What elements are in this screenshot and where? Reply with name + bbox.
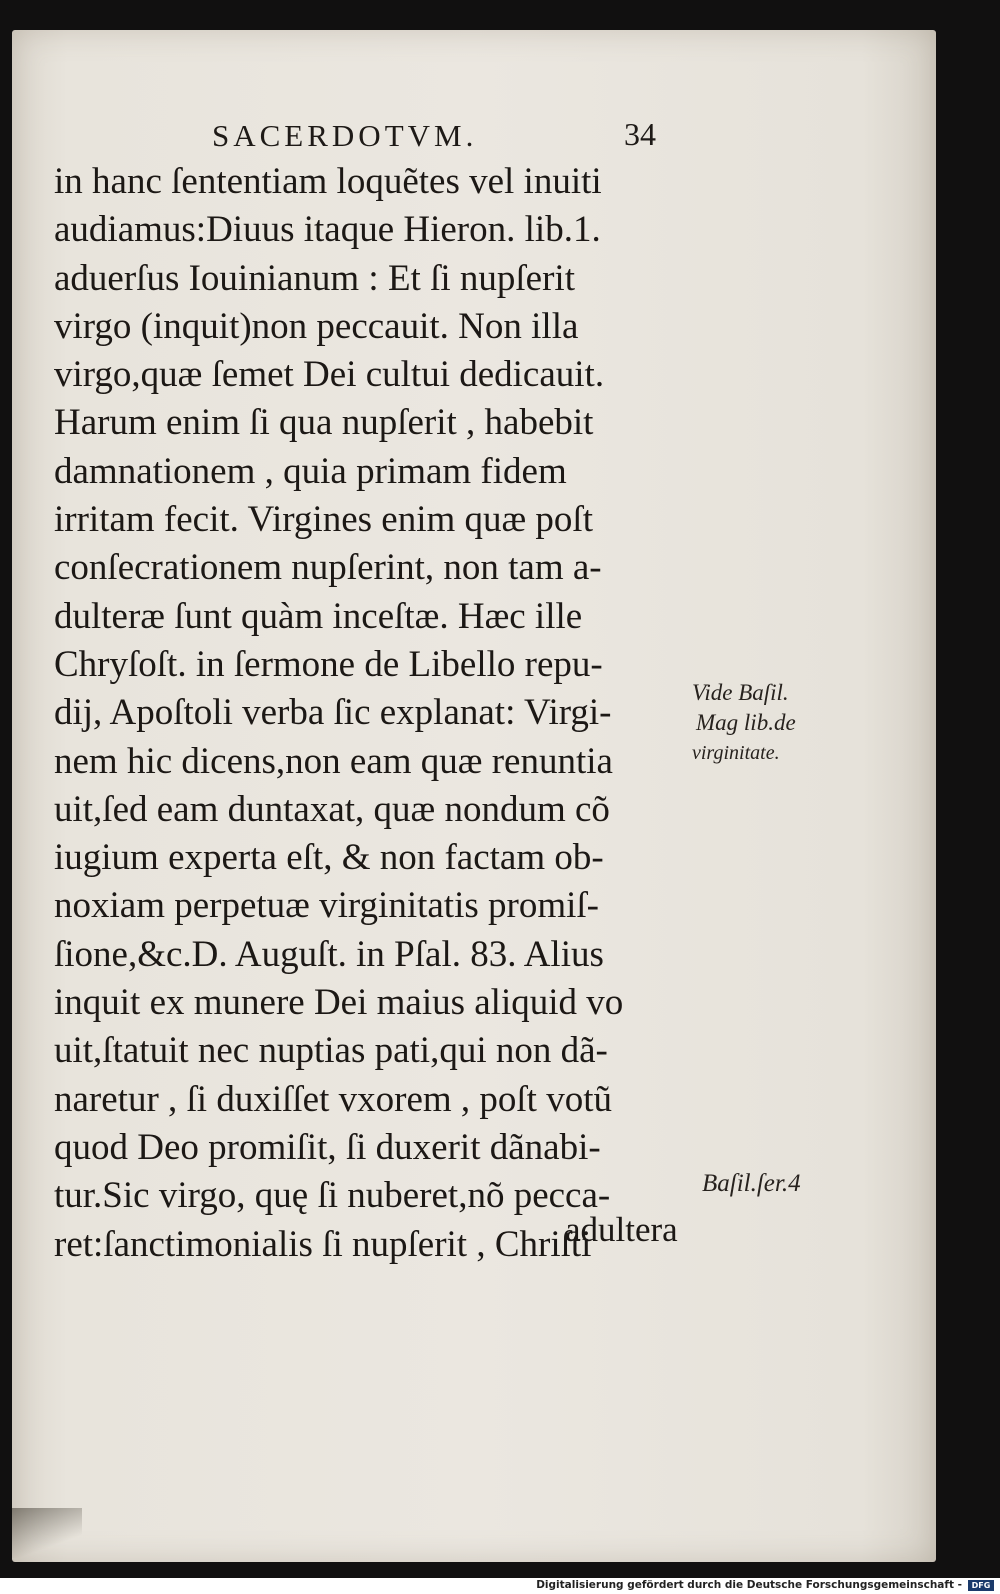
text-line: ret:ſanctimonialis ſi nupſerit , Chriſti (54, 1223, 592, 1265)
text-line: uit,ſtatuit nec nuptias pati,qui non dã- (54, 1030, 608, 1072)
catchword: adultera (565, 1210, 678, 1249)
text-line: naretur , ſi duxiſſet vxorem , poſt votũ (54, 1078, 612, 1120)
text-line: damnationem , quia primam fidem (54, 450, 567, 492)
text-line: inquit ex munere Dei maius aliquid vo (54, 982, 624, 1024)
margin-note-line: Vide Baſil. (692, 680, 789, 705)
text-line: tur.Sic virgo, quę ſi nuberet,nõ pecca- (54, 1175, 611, 1217)
footer-bar (0, 1578, 1000, 1594)
text-line: audiamus:Diuus itaque Hieron. lib.1. (54, 209, 601, 251)
text-line: nem hic dicens,non eam quæ renuntia (54, 740, 613, 782)
text-line: virgo,quæ ſemet Dei cultui dedicauit. (54, 354, 605, 396)
margin-note-line: virginitate. (692, 742, 780, 764)
text-line: noxiam perpetuæ virginitatis promiſ- (54, 885, 599, 927)
margin-note-line: Mag lib.de (696, 710, 796, 735)
body-text (54, 158, 704, 1269)
running-head: SACERDOTVM. (212, 118, 478, 153)
margin-note-basil-sermon (702, 1170, 801, 1198)
dfg-logo: DFG (968, 1580, 994, 1591)
page-edge-stain (12, 1508, 82, 1558)
text-line: ſione,&c.D. Auguſt. in Pſal. 83. Alius (54, 933, 604, 975)
text-line: irritam fecit. Virgines enim quæ poſt (54, 499, 593, 541)
margin-note-basil-virginity (692, 678, 842, 768)
text-line: iugium experta eſt, & non factam ob- (54, 837, 604, 879)
text-line: dulteræ ſunt quàm inceſtæ. Hæc ille (54, 595, 583, 637)
text-line: conſecrationem nupſerint, non tam a- (54, 547, 602, 589)
text-line: virgo (inquit)non peccauit. Non illa (54, 305, 579, 347)
text-line: uit,ſed eam duntaxat, quæ nondum cõ (54, 788, 610, 830)
text-line: Harum enim ſi qua nupſerit , habebit (54, 402, 594, 444)
text-line: in hanc ſententiam loquẽtes vel inuiti (54, 161, 602, 202)
page-number: 34 (624, 116, 656, 152)
text-line: dij, Apoſtoli verba ſic explanat: Virgi- (54, 692, 612, 734)
book-page (12, 30, 936, 1562)
text-line: quod Deo promiſit, ſi duxerit dãnabi- (54, 1126, 601, 1168)
text-line: Chryſoſt. in ſermone de Libello repu- (54, 643, 603, 685)
margin-note-line: Baſil.ſer.4 (702, 1170, 801, 1197)
funding-credit: Digitalisierung gefördert durch die Deutsche Forschungsgemeinschaft - (536, 1579, 962, 1591)
text-line: aduerſus Iouinianum : Et ſi nupſerit (54, 257, 575, 299)
